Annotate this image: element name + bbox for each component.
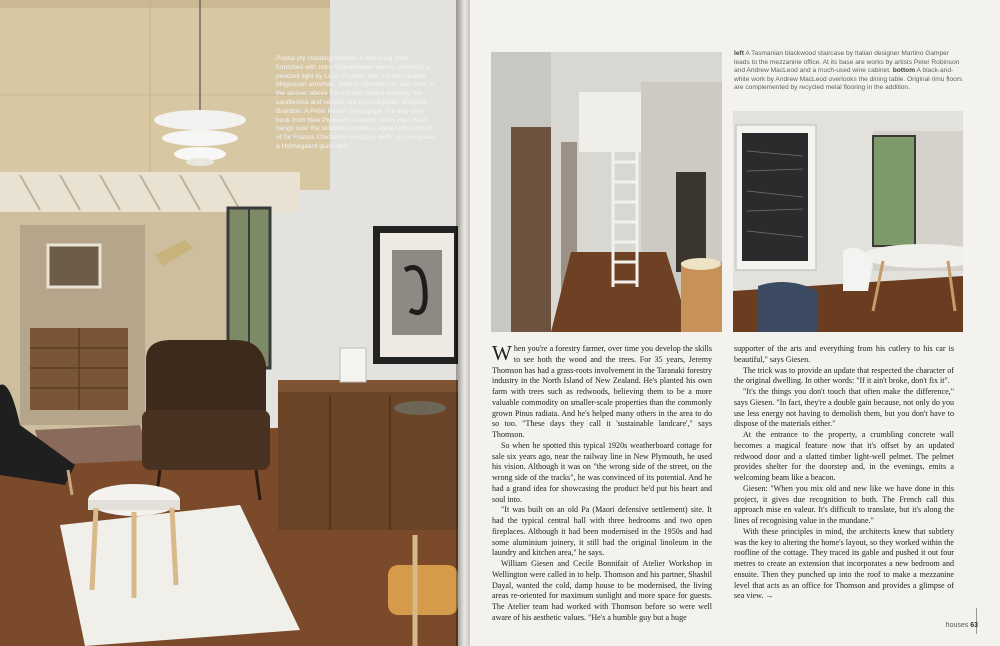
body-paragraph: "It was built on an old Pa (Maori defensive settlement) site. It had the typical central hall with three bedrooms and two open fireplaces. Although it had been modernised in the 1950s and had some aluminium joinery, it still had the original linoleum in the laundry and kitchen area," he says. xyxy=(492,505,712,558)
page-edge-rule xyxy=(976,608,977,634)
dining-photo xyxy=(733,111,963,332)
body-paragraph: With these principles in mind, the architects knew that subtlety was the key to altering the home's layout, so they worked within the roofline of the cottage. They traced its gable and pushed it out four metres to create an extension that incorporates a new bedroom and ensuite. Then they punched up into the roof to make a mezzanine level that acts as an office for Thomson and provides a glimpse of sea view. → xyxy=(734,526,954,601)
body-paragraph: William Giesen and Cecile Bonnifait of Atelier Workshop in Wellington were called in to help. Thomson and his partner, Shashil Dayal, wanted the cold, damp house to be modernised, the living areas re-oriented for maximum sunlight and more space for guests. The Atelier team had worked with Thomson before so were well aware of his aesthetic values. "He's a humble guy but a huge xyxy=(492,559,712,622)
living-room-photo xyxy=(0,0,458,646)
caption-label-bottom: bottom xyxy=(892,67,916,75)
staircase-illustration xyxy=(491,52,722,332)
body-paragraph: The trick was to provide an update that respected the character of the original dwelling. In other words: "If it ain't broke, don't fix it". xyxy=(734,365,954,386)
folio-section: houses xyxy=(945,622,969,629)
page-folio xyxy=(946,622,978,629)
paragraph-text: hen you're a forestry farmer, over time you develop the skills to see both the wood and the trees. For 35 years, Jeremy Thomson has had a grass-roots involvement in the Taranaki forestry industry in the North Island of New Zealand. He's planted his own farm with trees such as redwoods, believing them to be a more valuable commodity on smaller-scale properties than the commonly grown Pinus radiata. And he's helped many others in the area to do so too. "These days they call it 'sustainable landcare'," says Thomson. xyxy=(492,344,712,439)
body-paragraph xyxy=(492,341,712,441)
body-paragraph: At the entrance to the property, a crumbling concrete wall becomes a magical feature now that it's offset by an updated redwood door and a slatted timber light-well pelmet. The pelmet provides shelter for the doorstep and, in the evenings, emits a welcoming beam like a beacon. xyxy=(734,430,954,482)
caption-text-left: A Tasmanian blackwood staircase by Italian designer Martino Gamper leads to the mezzanine office. At its base are works by artists Peter Robinson and Andrew MacLeod and a much-used wine cabinet. xyxy=(734,50,960,75)
dropcap: W xyxy=(492,341,512,365)
page-number: 63 xyxy=(970,622,978,629)
body-column-2 xyxy=(734,344,954,602)
staircase-photo xyxy=(491,52,722,332)
right-photo-caption xyxy=(734,50,964,93)
body-paragraph: Giesen: "When you mix old and new like we have done in this project, it gives due recognition to both. The French call this approach mise en valeur. It's difficult to translate, but it's along the lines of recognising value in the mundane." xyxy=(734,483,954,525)
body-paragraph: So when he spotted this typical 1920s weatherboard cottage for sale six years ago, near the railway line in New Plymouth, he used his vision. Although it was on "the wrong side of the street, on the wrong side of the tracks", he was convinced of its potential. And he had a grand idea for showcasing the product he'd put his heart and soul into. xyxy=(492,440,712,504)
dining-illustration xyxy=(733,111,963,332)
body-column-1 xyxy=(492,341,712,624)
caption-label-left: left xyxy=(734,50,744,57)
body-paragraph: "It's the things you don't touch that often make the difference," says Giesen. "In fact, they're a double gain because, not only do you use less energy not having to demolish them, but you don't have to dispose of the materials either." xyxy=(734,387,954,429)
page-gutter xyxy=(456,0,470,646)
body-paragraph: supporter of the arts and everything from his cutlery to his car is beautiful," says Giesen. xyxy=(734,344,954,364)
caption-text-bottom: A black-and-white work by Andrew MacLeod overlooks the dining table. Original rimu floors are complemented by recycled metal flooring in the addition. xyxy=(734,67,963,92)
left-photo-caption: Poplar-ply cladding features in the living zone, furnished with retro Scandinavian pieces, including a pendant light by Louis Poulsen and a brown-leather Mogensen armchair. Jeremy inherited the sea chest in the alcove; above it is a David Sarich painting, the candlestick and vessels are by local potter Nicholas Brandon. A Peter Perver photograph of a trap-door hook from New Plymouth's historic White Hart Hotel hangs over the sideboard where a signed photograph of Sir Francis Chichester on Gipsy Moth sits alongside a Holmegaard glass dish. xyxy=(276,55,435,150)
